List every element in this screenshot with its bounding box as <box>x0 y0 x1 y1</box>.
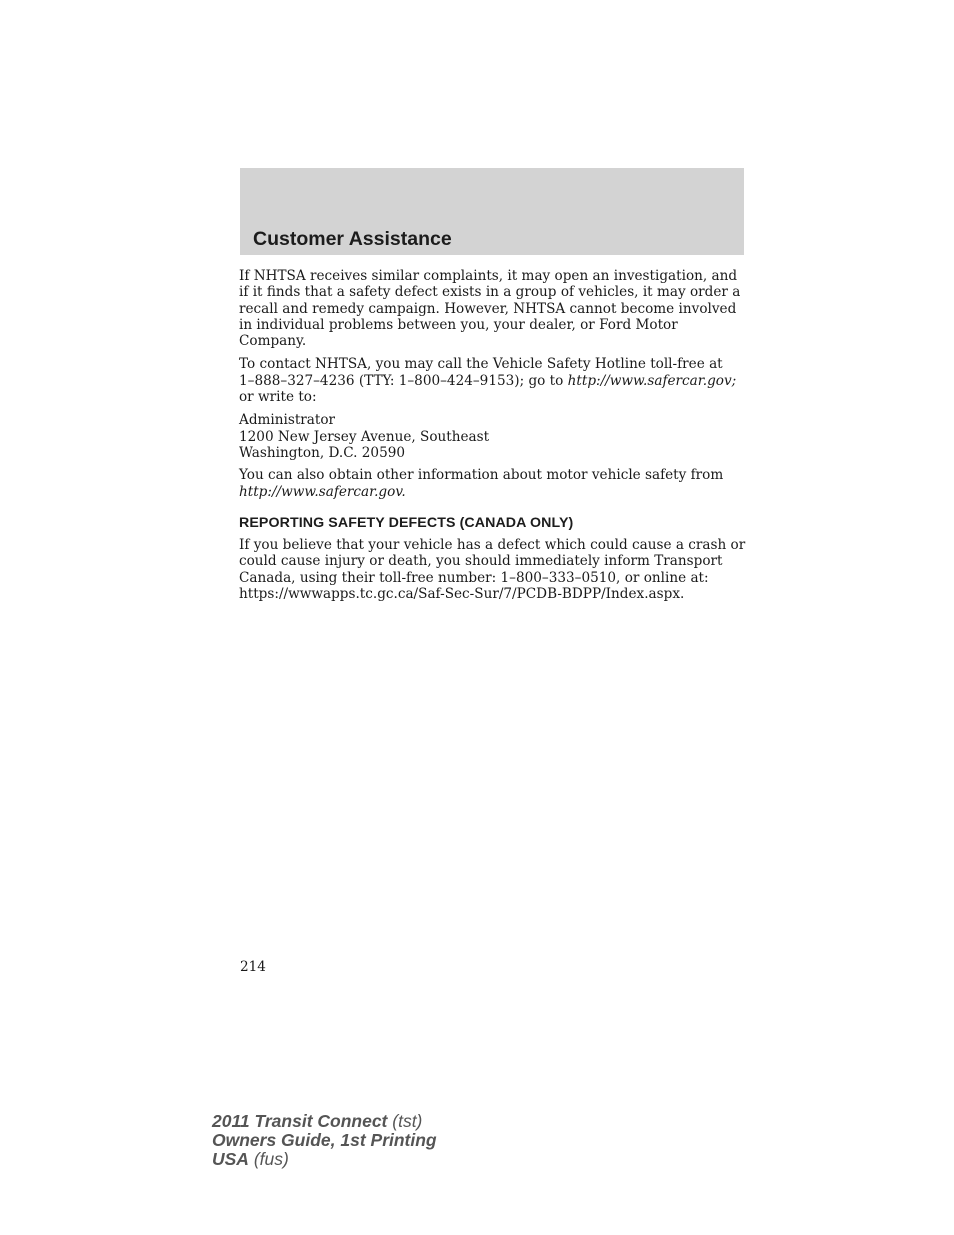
text-line <box>239 373 747 389</box>
page-number: 214 <box>240 959 266 975</box>
paragraph-more-info <box>239 467 747 500</box>
mailing-address <box>239 412 747 461</box>
text-line: could cause injury or death, you should immediately inform Transport <box>239 553 723 570</box>
address-line: Administrator <box>239 412 336 429</box>
footer-line <box>212 1150 437 1169</box>
address-line: Washington, D.C. 20590 <box>239 444 406 461</box>
paragraph-nhtsa-complaints <box>239 268 747 349</box>
transport-canada-link[interactable]: https://wwwapps.tc.gc.ca/Saf-Sec-Sur/7/PCDB-BDPP/Index.aspx. <box>239 586 685 603</box>
hotline-text: 1–888–327–4236 (TTY: 1–800–424–9153); go to <box>239 372 568 389</box>
text-line: Canada, using their toll-free number: 1–800–333–0510, or online at: <box>239 569 709 586</box>
section-heading: REPORTING SAFETY DEFECTS (CANADA ONLY) <box>239 514 574 531</box>
footer-market-code: (fus) <box>248 1149 289 1169</box>
paragraph-canada-reporting <box>239 537 747 602</box>
paragraph-contact-nhtsa <box>239 356 747 405</box>
footer-line <box>212 1112 437 1131</box>
text-line: or write to: <box>239 389 317 406</box>
text-line: Company. <box>239 333 307 350</box>
main-content <box>239 268 747 609</box>
text-line: if it finds that a safety defect exists in a group of vehicles, it may order a <box>239 284 741 301</box>
text-line: If NHTSA receives similar complaints, it may open an investigation, and <box>239 268 738 284</box>
page-title: Customer Assistance <box>253 228 452 250</box>
header-band <box>240 168 744 255</box>
safercar-link[interactable]: http://www.safercar.gov; <box>567 372 737 389</box>
text-line: You can also obtain other information about motor vehicle safety from <box>239 467 724 484</box>
safercar-link[interactable]: http://www.safercar.gov. <box>239 483 406 500</box>
footer-imprint <box>212 1112 437 1169</box>
text-line: recall and remedy campaign. However, NHTSA cannot become involved <box>239 300 737 317</box>
address-line: 1200 New Jersey Avenue, Southeast <box>239 428 490 445</box>
text-line: To contact NHTSA, you may call the Vehicle Safety Hotline toll-free at <box>239 356 723 373</box>
footer-model: 2011 Transit Connect <box>212 1111 388 1131</box>
text-line: in individual problems between you, your dealer, or Ford Motor <box>239 316 678 333</box>
footer-model-code: (tst) <box>387 1111 423 1131</box>
text-line: If you believe that your vehicle has a defect which could cause a crash or <box>239 537 746 554</box>
footer-market: USA <box>212 1149 249 1169</box>
footer-edition: Owners Guide, 1st Printing <box>212 1130 437 1150</box>
footer-line <box>212 1131 437 1150</box>
